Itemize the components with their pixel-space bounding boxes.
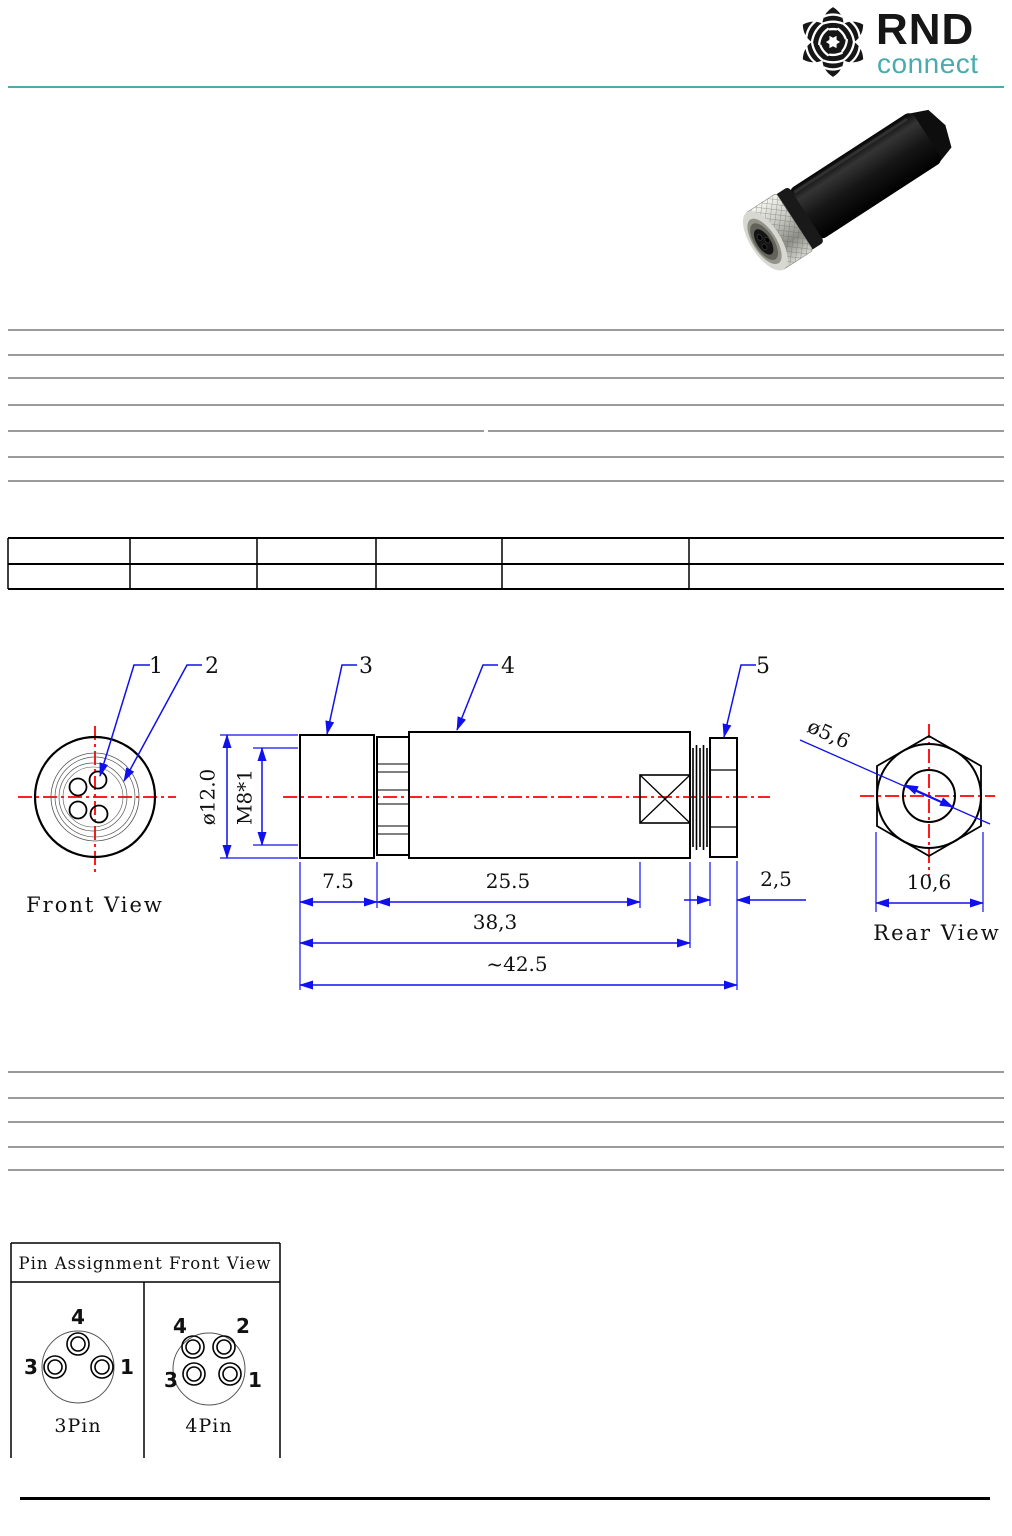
product-photo: [698, 103, 968, 313]
connector-photo-group: [734, 103, 963, 278]
dim-rear-width: 10,6: [906, 870, 952, 894]
pin-variant-4pin-label: 4Pin: [185, 1415, 233, 1437]
rear-view-caption: Rear View: [873, 921, 1001, 945]
front-view-caption: Front View: [26, 893, 164, 917]
dim-knurl: 7.5: [322, 869, 354, 893]
rear-view: [800, 714, 1001, 945]
pin-diagram-4pin: [164, 1314, 262, 1437]
leader-label-5: 5: [756, 654, 770, 679]
logo-text: RND: [876, 5, 975, 54]
spec-table-lines-bottom: [0, 1065, 1012, 1180]
leader-label-1: 1: [149, 654, 163, 679]
pin-4p-3: 3: [164, 1368, 178, 1392]
front-view: [18, 726, 176, 917]
dim-diameter: ø12.0: [195, 768, 220, 826]
pin-diagram-3pin: [24, 1305, 134, 1437]
pin-variant-3pin-label: 3Pin: [54, 1415, 102, 1437]
dim-overall: ~42.5: [486, 952, 548, 976]
dim-thread: M8*1: [232, 769, 257, 825]
logo-subtext: connect: [877, 48, 979, 79]
dim-body: 25.5: [485, 869, 531, 893]
pin-assignment-title: Pin Assignment Front View: [18, 1254, 272, 1273]
pin-4p-2: 2: [236, 1314, 250, 1338]
leader-label-4: 4: [501, 654, 515, 679]
header-divider: [8, 86, 1004, 88]
pin-3p-3: 3: [24, 1355, 38, 1379]
side-dimensions-bottom: [300, 861, 806, 990]
pin-3p-1: 1: [120, 1355, 134, 1379]
pin-4p-1: 1: [248, 1368, 262, 1392]
side-view: [283, 732, 770, 858]
leader-callouts: [100, 654, 770, 781]
leader-label-2: 2: [205, 654, 219, 679]
dim-total: 38,3: [472, 910, 518, 934]
dim-nut: 2,5: [760, 867, 792, 891]
footer-divider: [20, 1497, 990, 1500]
leader-label-3: 3: [359, 654, 373, 679]
pin-3p-4: 4: [71, 1305, 85, 1329]
parts-table: [0, 530, 1012, 600]
side-dimensions-left: [196, 735, 299, 858]
logo: [795, 4, 871, 85]
spec-table-lines-top: [0, 325, 1012, 490]
hex-collar-lines: [377, 764, 409, 834]
dim-rear-hole: ø5,6: [803, 713, 854, 754]
technical-drawing: [0, 640, 1012, 1012]
pin-4p-4: 4: [173, 1314, 187, 1338]
logo-knot-icon: [795, 4, 871, 80]
pin-assignment-box: [8, 1240, 288, 1465]
